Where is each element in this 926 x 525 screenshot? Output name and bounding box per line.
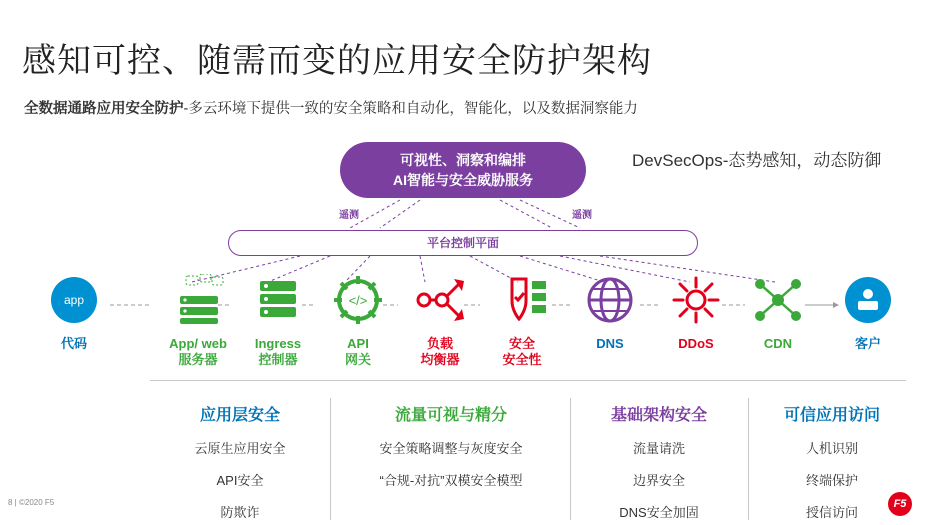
ai-orchestration-capsule: [340, 142, 586, 198]
pipeline-node-customer[interactable]: [820, 272, 916, 352]
pipeline-node-cdn[interactable]: [730, 272, 826, 352]
ai-capsule-line2: AI智能与安全威胁服务: [393, 172, 533, 188]
telemetry-label-right: 遥测: [570, 206, 594, 221]
pipeline-node-label: DDoS: [678, 336, 714, 351]
column-item: 授信访问: [805, 505, 858, 520]
pipeline-node-label: App/ web 服务器: [169, 336, 227, 367]
column-item: 安全策略调整与灰度安全: [379, 441, 523, 456]
slide-footer: 8 | ©2020 F5: [8, 498, 55, 507]
column-heading: 基础架构安全: [610, 407, 707, 424]
subtitle-bold: 全数据通路应用安全防护: [24, 101, 184, 117]
column-item: 流量请洗: [632, 441, 685, 456]
column-heading: 流量可视与精分: [394, 407, 507, 424]
security-shield-icon: [474, 272, 570, 328]
telemetry-label-left: 遥测: [337, 206, 361, 221]
column-item: 防欺诈: [220, 505, 260, 520]
column-app-layer-security: [155, 402, 325, 521]
f5-logo: F5: [888, 492, 912, 516]
pipeline-node-security[interactable]: [474, 272, 570, 368]
column-item: 云原生应用安全: [194, 441, 286, 456]
pipeline-node-dns[interactable]: [562, 272, 658, 352]
ai-capsule-line1: 可视性、洞察和编排: [400, 152, 526, 168]
app-bubble-icon: app: [26, 272, 122, 328]
subtitle: [24, 97, 638, 118]
column-item: 人机识别: [805, 441, 858, 456]
control-plane-bar: 平台控制平面: [228, 230, 698, 256]
column-item: 终端保护: [805, 473, 858, 488]
pipeline-node-label: API 网关: [344, 336, 371, 367]
page-title: 感知可控、随需而变的应用安全防护架构: [22, 42, 652, 80]
pipeline-node-label: 代码: [60, 336, 87, 351]
pipeline-node-label: 负载 均衡器: [420, 336, 460, 367]
column-divider-3: [748, 398, 749, 520]
pipeline-node-label: DNS: [596, 336, 624, 351]
column-item: API安全: [216, 473, 264, 488]
column-traffic-visibility: [336, 402, 566, 489]
customer-user-icon: [820, 272, 916, 328]
pipeline-node-label: 客户: [854, 336, 881, 351]
pipeline-node-code[interactable]: [26, 272, 122, 352]
column-divider-1: [330, 398, 331, 520]
pipeline-node-label: Ingress 控制器: [254, 336, 302, 367]
column-heading: 应用层安全: [199, 407, 280, 424]
column-divider-2: [570, 398, 571, 520]
svg-text:</>: </>: [348, 293, 368, 308]
dns-globe-icon: [562, 272, 658, 328]
column-infrastructure-security: [574, 402, 744, 521]
column-item: DNS安全加固: [619, 505, 699, 520]
devsecops-caption: DevSecOps-态势感知，动态防御: [632, 151, 882, 170]
pipeline-node-label: CDN: [763, 336, 793, 351]
cdn-network-icon: [730, 272, 826, 328]
column-item: 边界安全: [632, 473, 685, 488]
subtitle-rest: -多云环境下提供一致的安全策略和自动化，智能化，以及数据洞察能力: [183, 101, 638, 117]
column-item: “合规-对抗”双模安全模型: [379, 473, 523, 488]
section-divider-horizontal: [150, 380, 906, 381]
column-heading: 可信应用访问: [783, 407, 880, 424]
pipeline-node-label: 安全 安全性: [502, 336, 542, 367]
